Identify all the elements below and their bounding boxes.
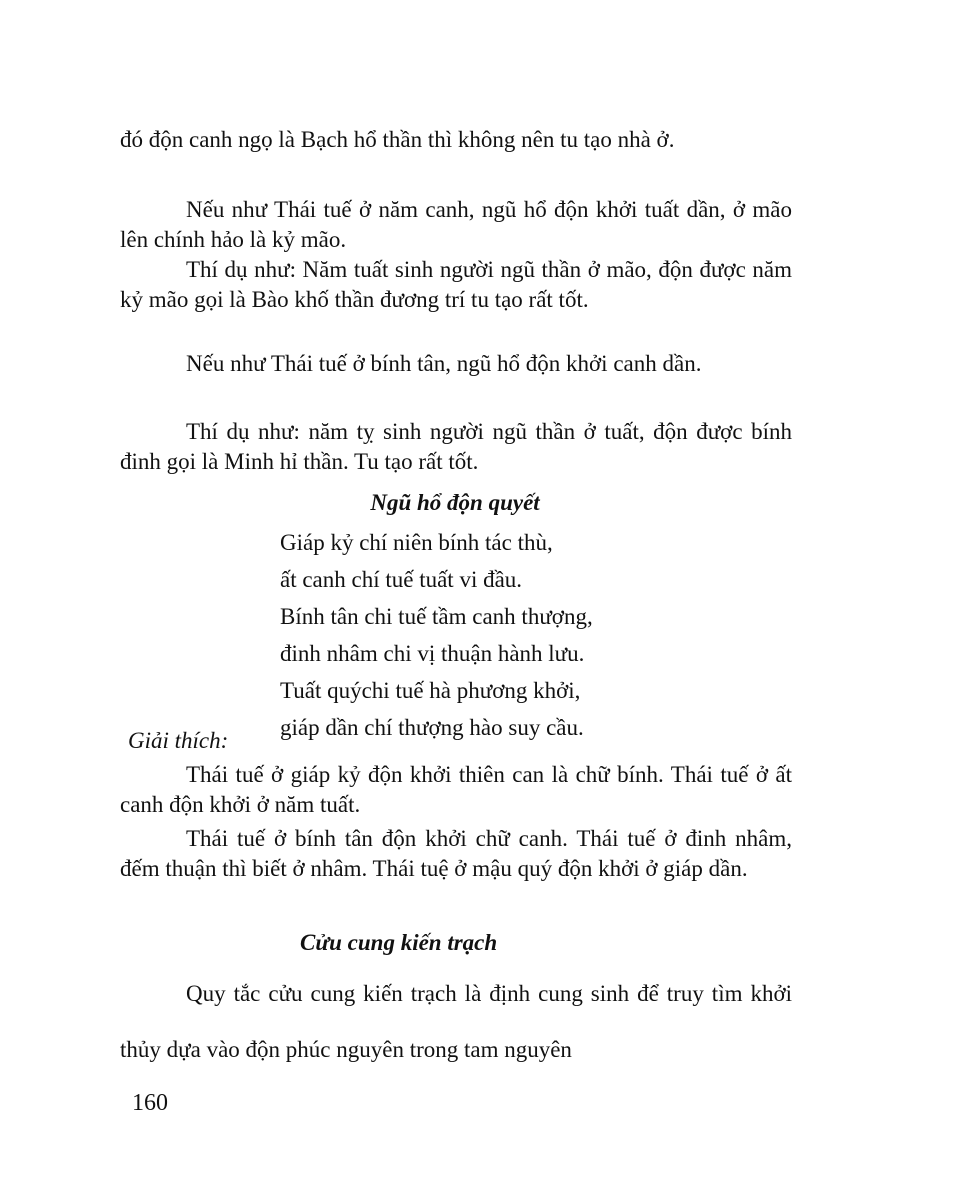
paragraph-1: đó độn canh ngọ là Bạch hổ thần thì không nên tu tạo nhà ở.	[120, 127, 675, 152]
section-heading-ngu-ho-don-quyet: Ngũ hổ độn quyết	[370, 490, 540, 515]
poem-line: giáp dần chí thượng hào suy cầu.	[280, 715, 584, 740]
paragraph-8: Quy tắc cửu cung kiến trạch là định cung sinh để truy tìm khởi thủy dựa vào độn phúc nguyên trong tam nguyên	[120, 981, 792, 1062]
explanation-label: Giải thích:	[128, 728, 229, 753]
book-page	[120, 0, 792, 1200]
paragraph-3: Thí dụ như: Năm tuất sinh người ngũ thần ở mão, độn được năm kỷ mão gọi là Bào khố thần đương trí tu tạo rất tốt.	[120, 257, 792, 312]
poem-line: Giáp kỷ chí niên bính tác thù,	[280, 530, 553, 555]
paragraph-7: Thái tuế ở bính tân độn khởi chữ canh. Thái tuế ở đinh nhâm, đếm thuận thì biết ở nhâm. Thái tuệ ở mậu quý độn khởi ở giáp dần.	[120, 826, 792, 881]
poem-line: Bính tân chi tuế tầm canh thượng,	[280, 604, 593, 629]
paragraph-2: Nếu như Thái tuế ở năm canh, ngũ hổ độn khởi tuất dần, ở mão lên chính hảo là kỷ mão.	[120, 197, 792, 252]
paragraph-5: Thí dụ như: năm tỵ sinh người ngũ thần ở tuất, độn được bính đinh gọi là Minh hỉ thần. Tu tạo rất tốt.	[120, 419, 792, 474]
section-heading-cuu-cung-kien-trach: Cửu cung kiến trạch	[300, 930, 498, 955]
paragraph-6: Thái tuế ở giáp kỷ độn khởi thiên can là chữ bính. Thái tuế ở ất canh độn khởi ở năm tuất.	[120, 762, 792, 817]
poem-line: Tuất quýchi tuế hà phương khởi,	[280, 678, 581, 703]
paragraph-4: Nếu như Thái tuế ở bính tân, ngũ hổ độn khởi canh dần.	[186, 351, 702, 376]
poem-line: ất canh chí tuế tuất vi đầu.	[280, 567, 523, 592]
poem-line: đinh nhâm chi vị thuận hành lưu.	[280, 641, 585, 666]
poem-block	[280, 524, 780, 746]
page-number: 160	[132, 1090, 168, 1116]
